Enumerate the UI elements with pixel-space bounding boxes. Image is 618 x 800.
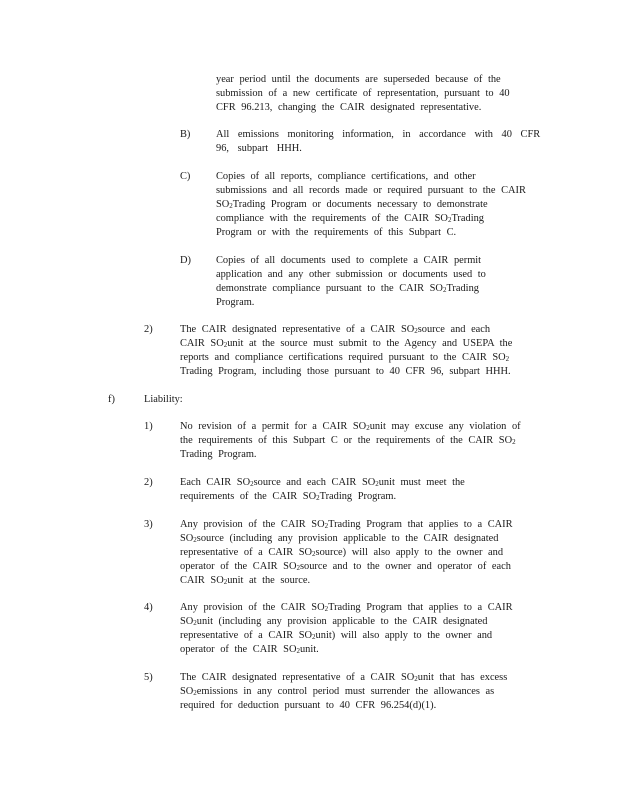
- text-line: reports and compliance certifications required pursuant to the CAIR SO2: [180, 352, 510, 363]
- text-line: Program.: [216, 297, 255, 308]
- text-line: No revision of a permit for a CAIR SO2unit may excuse any violation of: [180, 421, 521, 432]
- subscript-2: 2: [324, 522, 329, 530]
- text-line: representative of a CAIR SO2source) will also apply to the owner and: [180, 547, 504, 558]
- text-line: The CAIR designated representative of a CAIR SO2source and each: [180, 324, 491, 335]
- text-line: Program or with the requirements of this Subpart C.: [216, 227, 457, 238]
- text-line: Copies of all documents used to complete a CAIR permit: [216, 255, 482, 266]
- subscript-2: 2: [250, 480, 254, 488]
- item-label: 1): [144, 421, 153, 432]
- item-label: 5): [144, 672, 153, 683]
- text-line: SO2emissions in any control period must surrender the allowances as: [180, 686, 495, 697]
- subscript-2: 2: [229, 202, 233, 210]
- subscript-2: 2: [324, 605, 329, 613]
- text-line: submission of a new certificate of representation, pursuant to 40: [216, 88, 510, 99]
- text-line: operator of the CAIR SO2source and to the owner and operator of each: [180, 561, 511, 572]
- text-line: year period until the documents are superseded because of the: [216, 74, 501, 85]
- text-line: Trading Program, including those pursuant to 40 CFR 96, subpart HHH.: [180, 366, 511, 377]
- text-line: CAIR SO2unit at the source must submit to the Agency and USEPA the: [180, 338, 513, 349]
- section-label: f): [108, 394, 115, 405]
- item-label: C): [180, 171, 191, 182]
- text-line: application and any other submission or documents used to: [216, 269, 486, 280]
- item-label: 2): [144, 324, 153, 335]
- subscript-2: 2: [296, 564, 300, 572]
- text-line: Any provision of the CAIR SO2Trading Program that applies to a CAIR: [180, 602, 513, 613]
- text-line: SO2source (including any provision applicable to the CAIR designated: [180, 533, 499, 544]
- item-body: [216, 170, 526, 240]
- item-label: 2): [144, 477, 153, 488]
- subscript-2: 2: [193, 619, 197, 627]
- item-body: [180, 323, 512, 379]
- subscript-2: 2: [312, 633, 316, 641]
- text-line: All emissions monitoring information, in accordance with 40 CFR: [216, 129, 541, 140]
- subscript-2: 2: [193, 536, 197, 544]
- subscript-2: 2: [296, 647, 300, 655]
- subscript-2: 2: [414, 327, 418, 335]
- subscript-2: 2: [447, 216, 452, 224]
- text-line: SO2Trading Program or documents necessary to demonstrate: [216, 199, 488, 210]
- text-line: Any provision of the CAIR SO2Trading Program that applies to a CAIR: [180, 519, 513, 530]
- text-line: demonstrate compliance pursuant to the CAIR SO2Trading: [216, 283, 479, 294]
- text-line: The CAIR designated representative of a CAIR SO2unit that has excess: [180, 672, 508, 683]
- subscript-2: 2: [193, 689, 197, 697]
- subscript-2: 2: [223, 341, 228, 349]
- text-line: operator of the CAIR SO2unit.: [180, 644, 319, 655]
- item-label: 4): [144, 602, 153, 613]
- continuation-text: [216, 73, 510, 115]
- subscript-2: 2: [223, 578, 228, 586]
- subscript-2: 2: [512, 438, 516, 446]
- item-label: 3): [144, 519, 153, 530]
- item-body: [180, 476, 465, 504]
- text-line: CAIR SO2unit at the source.: [180, 575, 311, 586]
- text-line: required for deduction pursuant to 40 CFR 96.254(d)(1).: [180, 700, 437, 711]
- subscript-2: 2: [312, 550, 316, 558]
- text-line: compliance with the requirements of the CAIR SO2Trading: [216, 213, 484, 224]
- text-line: Trading Program.: [180, 449, 257, 460]
- item-label: D): [180, 255, 191, 266]
- text-line: Copies of all reports, compliance certifications, and other: [216, 171, 476, 182]
- item-body: [180, 518, 513, 588]
- item-body: [180, 601, 513, 657]
- item-body: [216, 254, 486, 310]
- text-line: requirements of the CAIR SO2Trading Program.: [180, 491, 397, 502]
- text-line: 96, subpart HHH.: [216, 143, 302, 154]
- subscript-2: 2: [316, 494, 320, 502]
- item-body: [180, 671, 507, 713]
- text-line: the requirements of this Subpart C or the requirements of the CAIR SO2: [180, 435, 516, 446]
- text-line: submissions and all records made or required pursuant to the CAIR: [216, 185, 526, 196]
- subscript-2: 2: [505, 355, 510, 363]
- text-line: representative of a CAIR SO2unit) will also apply to the owner and: [180, 630, 493, 641]
- item-body: [180, 420, 521, 462]
- text-line: SO2unit (including any provision applicable to the CAIR designated: [180, 616, 488, 627]
- subscript-2: 2: [442, 286, 447, 294]
- item-label: B): [180, 129, 191, 140]
- subscript-2: 2: [375, 480, 379, 488]
- text-line: CFR 96.213, changing the CAIR designated representative.: [216, 102, 482, 113]
- subscript-2: 2: [414, 675, 418, 683]
- text-line: Each CAIR SO2source and each CAIR SO2unit must meet the: [180, 477, 465, 488]
- section-heading: Liability:: [144, 394, 183, 405]
- subscript-2: 2: [366, 424, 370, 432]
- item-body: [216, 128, 540, 156]
